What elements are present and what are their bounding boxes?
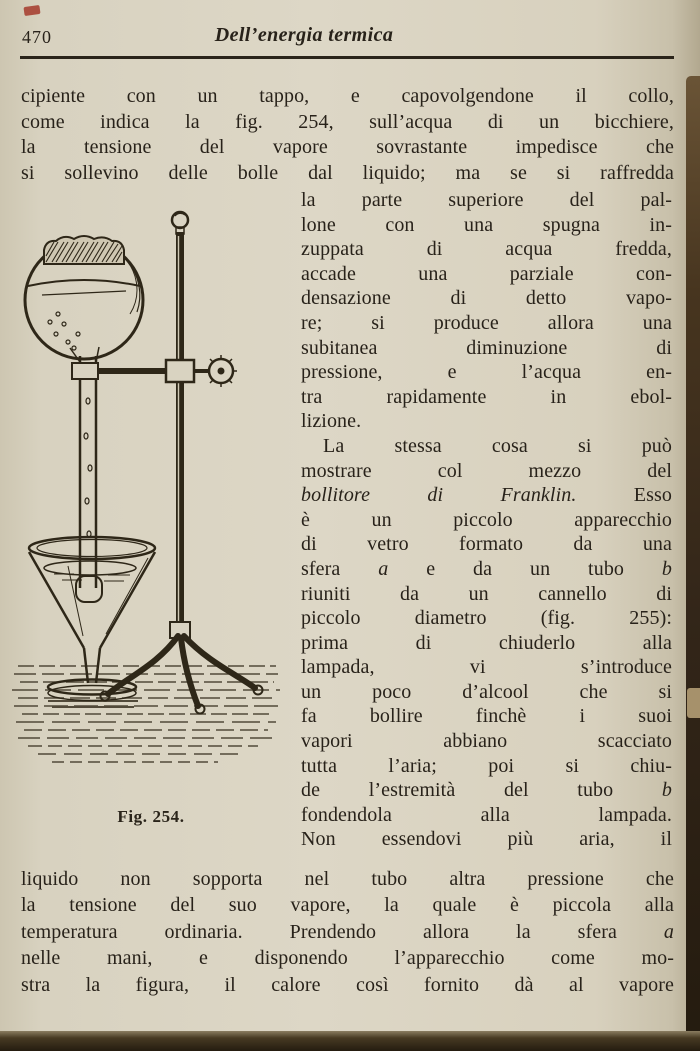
text-line: pressione, e l’acqua en- bbox=[301, 361, 672, 384]
text-line: fondendola alla lampada. bbox=[301, 803, 672, 826]
text-line: lizione. bbox=[301, 410, 362, 433]
text-line: re; si produce allora una bbox=[301, 311, 672, 334]
text-line: è un piccolo apparecchio bbox=[301, 508, 672, 531]
page-edge-notch bbox=[687, 688, 700, 718]
text-line: tutta l’aria; poi si chiu- bbox=[301, 754, 672, 777]
text-line: cipiente con un tappo, e capovolgendone il collo, bbox=[21, 85, 674, 107]
text-line: la parte superiore del pal- bbox=[301, 189, 672, 211]
page-edge-shadow-right bbox=[686, 76, 700, 1051]
text-line: bollitore di Franklin. Esso bbox=[301, 484, 672, 507]
tube-group bbox=[80, 356, 96, 588]
text-line: sfera a e da un tubo b bbox=[301, 557, 672, 580]
text-line: nelle mani, e disponendo l’apparecchio come mo- bbox=[21, 947, 674, 970]
text-line: prima di chiuderlo alla bbox=[301, 631, 672, 654]
text-line: accade una parziale con- bbox=[301, 262, 672, 285]
text-line: mostrare col mezzo del bbox=[301, 459, 672, 482]
figure-254 bbox=[8, 196, 294, 846]
text-line: de l’estremità del tubo b bbox=[301, 779, 672, 802]
text-line: riuniti da un cannello di bbox=[301, 582, 672, 605]
header-rule bbox=[20, 56, 674, 59]
text-line: lampada, vi s’introduce bbox=[301, 656, 672, 679]
text-line: si sollevino delle bolle dal liquido; ma se si raffredda bbox=[21, 161, 674, 184]
text-line: temperatura ordinaria. Prendendo allora la sfera a bbox=[21, 920, 674, 943]
page-number: 470 bbox=[22, 27, 52, 47]
text-line: piccolo diametro (fig. 255): bbox=[301, 607, 672, 630]
figure-caption: Fig. 254. bbox=[117, 807, 185, 826]
text-line: vapori abbiano scacciato bbox=[301, 730, 672, 753]
apparatus-illustration bbox=[8, 196, 294, 796]
text-line: stra la figura, il calore così fornito dà al vapore bbox=[21, 973, 674, 996]
text-line: come indica la fig. 254, sull’acqua di un bicchiere, bbox=[21, 110, 674, 133]
page-edge-shadow-bottom bbox=[0, 1031, 700, 1051]
right-column-text bbox=[301, 188, 672, 852]
running-header bbox=[22, 24, 672, 52]
text-line: lone con una spugna in- bbox=[301, 213, 672, 236]
text-line: densazione di detto vapo- bbox=[301, 287, 672, 310]
text-line: subitanea diminuzione di bbox=[301, 336, 672, 359]
scan-mark bbox=[23, 5, 40, 16]
text-line: zuppata di acqua fredda, bbox=[301, 238, 672, 261]
text-line: la tensione del suo vapore, la quale è piccola alla bbox=[21, 894, 674, 917]
text-line: liquido non sopporta nel tubo altra pressione che bbox=[21, 868, 674, 890]
text-line: La stessa cosa si può bbox=[323, 434, 672, 457]
text-line: un poco d’alcool che si bbox=[301, 680, 672, 703]
running-title: Dell’energia termica bbox=[214, 24, 394, 46]
intro-paragraph bbox=[21, 84, 674, 186]
cork-group bbox=[44, 236, 124, 264]
text-line: tra rapidamente in ebol- bbox=[301, 385, 672, 408]
bottom-paragraph bbox=[21, 866, 674, 998]
text-line: fa bollire finchè i suoi bbox=[301, 705, 672, 728]
text-line: di vetro formato da una bbox=[301, 533, 672, 556]
stand-group bbox=[101, 212, 263, 714]
text-line: la tensione del vapore sovrastante impedisce che bbox=[21, 136, 674, 158]
text-line: Non essendovi più aria, il bbox=[301, 828, 672, 851]
